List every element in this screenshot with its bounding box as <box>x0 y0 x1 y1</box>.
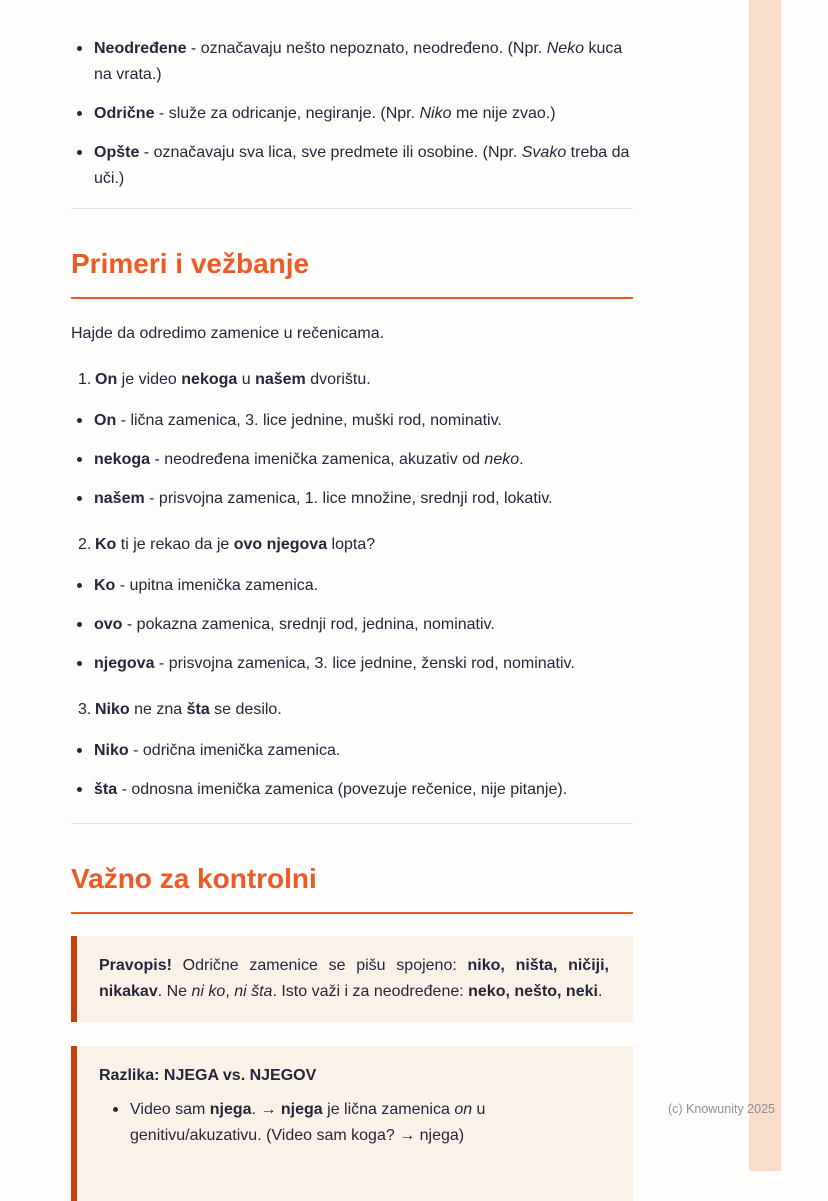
bullet-icon <box>113 1107 118 1112</box>
list-item <box>71 573 633 599</box>
example-analysis-list <box>71 408 633 512</box>
list-item <box>71 651 633 677</box>
callout-text: Pravopis! Odrične zamenice se pišu spojeno: niko, ništa, ničiji, nikakav. Ne ni ko, ni šta. Isto važi i za neodređene: neko, nešto, neki. <box>99 957 609 1000</box>
callout-razlika <box>71 1046 633 1201</box>
list-item-text: On - lična zamenica, 3. lice jednine, muški rod, nominativ. <box>94 412 502 429</box>
list-item-text: nekoga - neodređena imenička zamenica, akuzativ od neko. <box>94 451 524 468</box>
example-sentence: Niko ne zna šta se desilo. <box>95 701 282 718</box>
document-content <box>71 0 633 1201</box>
bullet-icon <box>77 46 82 51</box>
decorative-side-stripe <box>749 0 781 1171</box>
list-item <box>71 101 633 127</box>
bullet-icon <box>77 787 82 792</box>
list-item <box>71 140 633 192</box>
examples-list <box>71 367 633 803</box>
callout-title: Razlika: NJEGA vs. NJEGOV <box>99 1067 317 1084</box>
list-item-text: Opšte - označavaju sva lica, sve predmete ili osobine. (Npr. Svako treba da uči.) <box>94 144 630 187</box>
bullet-icon <box>77 150 82 155</box>
lead-paragraph: Hajde da odredimo zamenice u rečenicama. <box>71 325 385 342</box>
list-item <box>71 777 633 803</box>
example-item <box>71 697 633 803</box>
list-item-text: ovo - pokazna zamenica, srednji rod, jednina, nominativ. <box>94 616 495 633</box>
example-sentence: Ko ti je rekao da je ovo njegova lopta? <box>95 536 376 553</box>
list-item <box>71 408 633 434</box>
list-item <box>71 486 633 512</box>
pronoun-types-list <box>71 36 633 192</box>
example-item <box>71 367 633 512</box>
list-item-text: našem - prisvojna zamenica, 1. lice množine, srednji rod, lokativ. <box>94 490 553 507</box>
copyright-text: (c) Knowunity 2025 <box>667 1102 775 1116</box>
example-sentence-row <box>71 697 633 723</box>
section-title-primeri: Primeri i vežbanje <box>71 247 633 299</box>
bullet-icon <box>77 496 82 501</box>
example-sentence-row <box>71 367 633 393</box>
list-number: 3. <box>78 701 92 718</box>
example-sentence: On je video nekoga u našem dvorištu. <box>95 371 371 388</box>
list-item <box>71 447 633 473</box>
list-item <box>107 1097 609 1149</box>
list-item-text: Video sam njega. → njega je lična zamenica on u genitivu/akuzativu. (Video sam koga? → njega) <box>130 1101 486 1144</box>
section-divider <box>71 823 633 824</box>
list-item-text: Niko - odrična imenička zamenica. <box>94 742 341 759</box>
example-analysis-list <box>71 573 633 677</box>
list-item-text: Neodređene - označavaju nešto nepoznato, neodređeno. (Npr. Neko kuca na vrata.) <box>94 40 623 83</box>
bullet-icon <box>77 622 82 627</box>
example-analysis-list <box>71 738 633 803</box>
list-item <box>71 738 633 764</box>
list-item-text: šta - odnosna imenička zamenica (povezuje rečenice, nije pitanje). <box>94 781 568 798</box>
list-item-text: njegova - prisvojna zamenica, 3. lice jednine, ženski rod, nominativ. <box>94 655 575 672</box>
section-divider <box>71 208 633 209</box>
list-item-text: Odrične - služe za odricanje, negiranje. (Npr. Niko me nije zvao.) <box>94 105 556 122</box>
bullet-icon <box>77 111 82 116</box>
callout-pravopis <box>71 936 633 1022</box>
bullet-icon <box>77 583 82 588</box>
bullet-icon <box>77 748 82 753</box>
list-number: 1. <box>78 371 92 388</box>
list-item-text: Ko - upitna imenička zamenica. <box>94 577 319 594</box>
bullet-icon <box>77 418 82 423</box>
bullet-icon <box>77 661 82 666</box>
bullet-icon <box>77 457 82 462</box>
example-item <box>71 532 633 677</box>
section-title-vazno: Važno za kontrolni <box>71 862 633 914</box>
list-item <box>71 612 633 638</box>
list-item <box>71 36 633 88</box>
example-sentence-row <box>71 532 633 558</box>
list-number: 2. <box>78 536 92 553</box>
